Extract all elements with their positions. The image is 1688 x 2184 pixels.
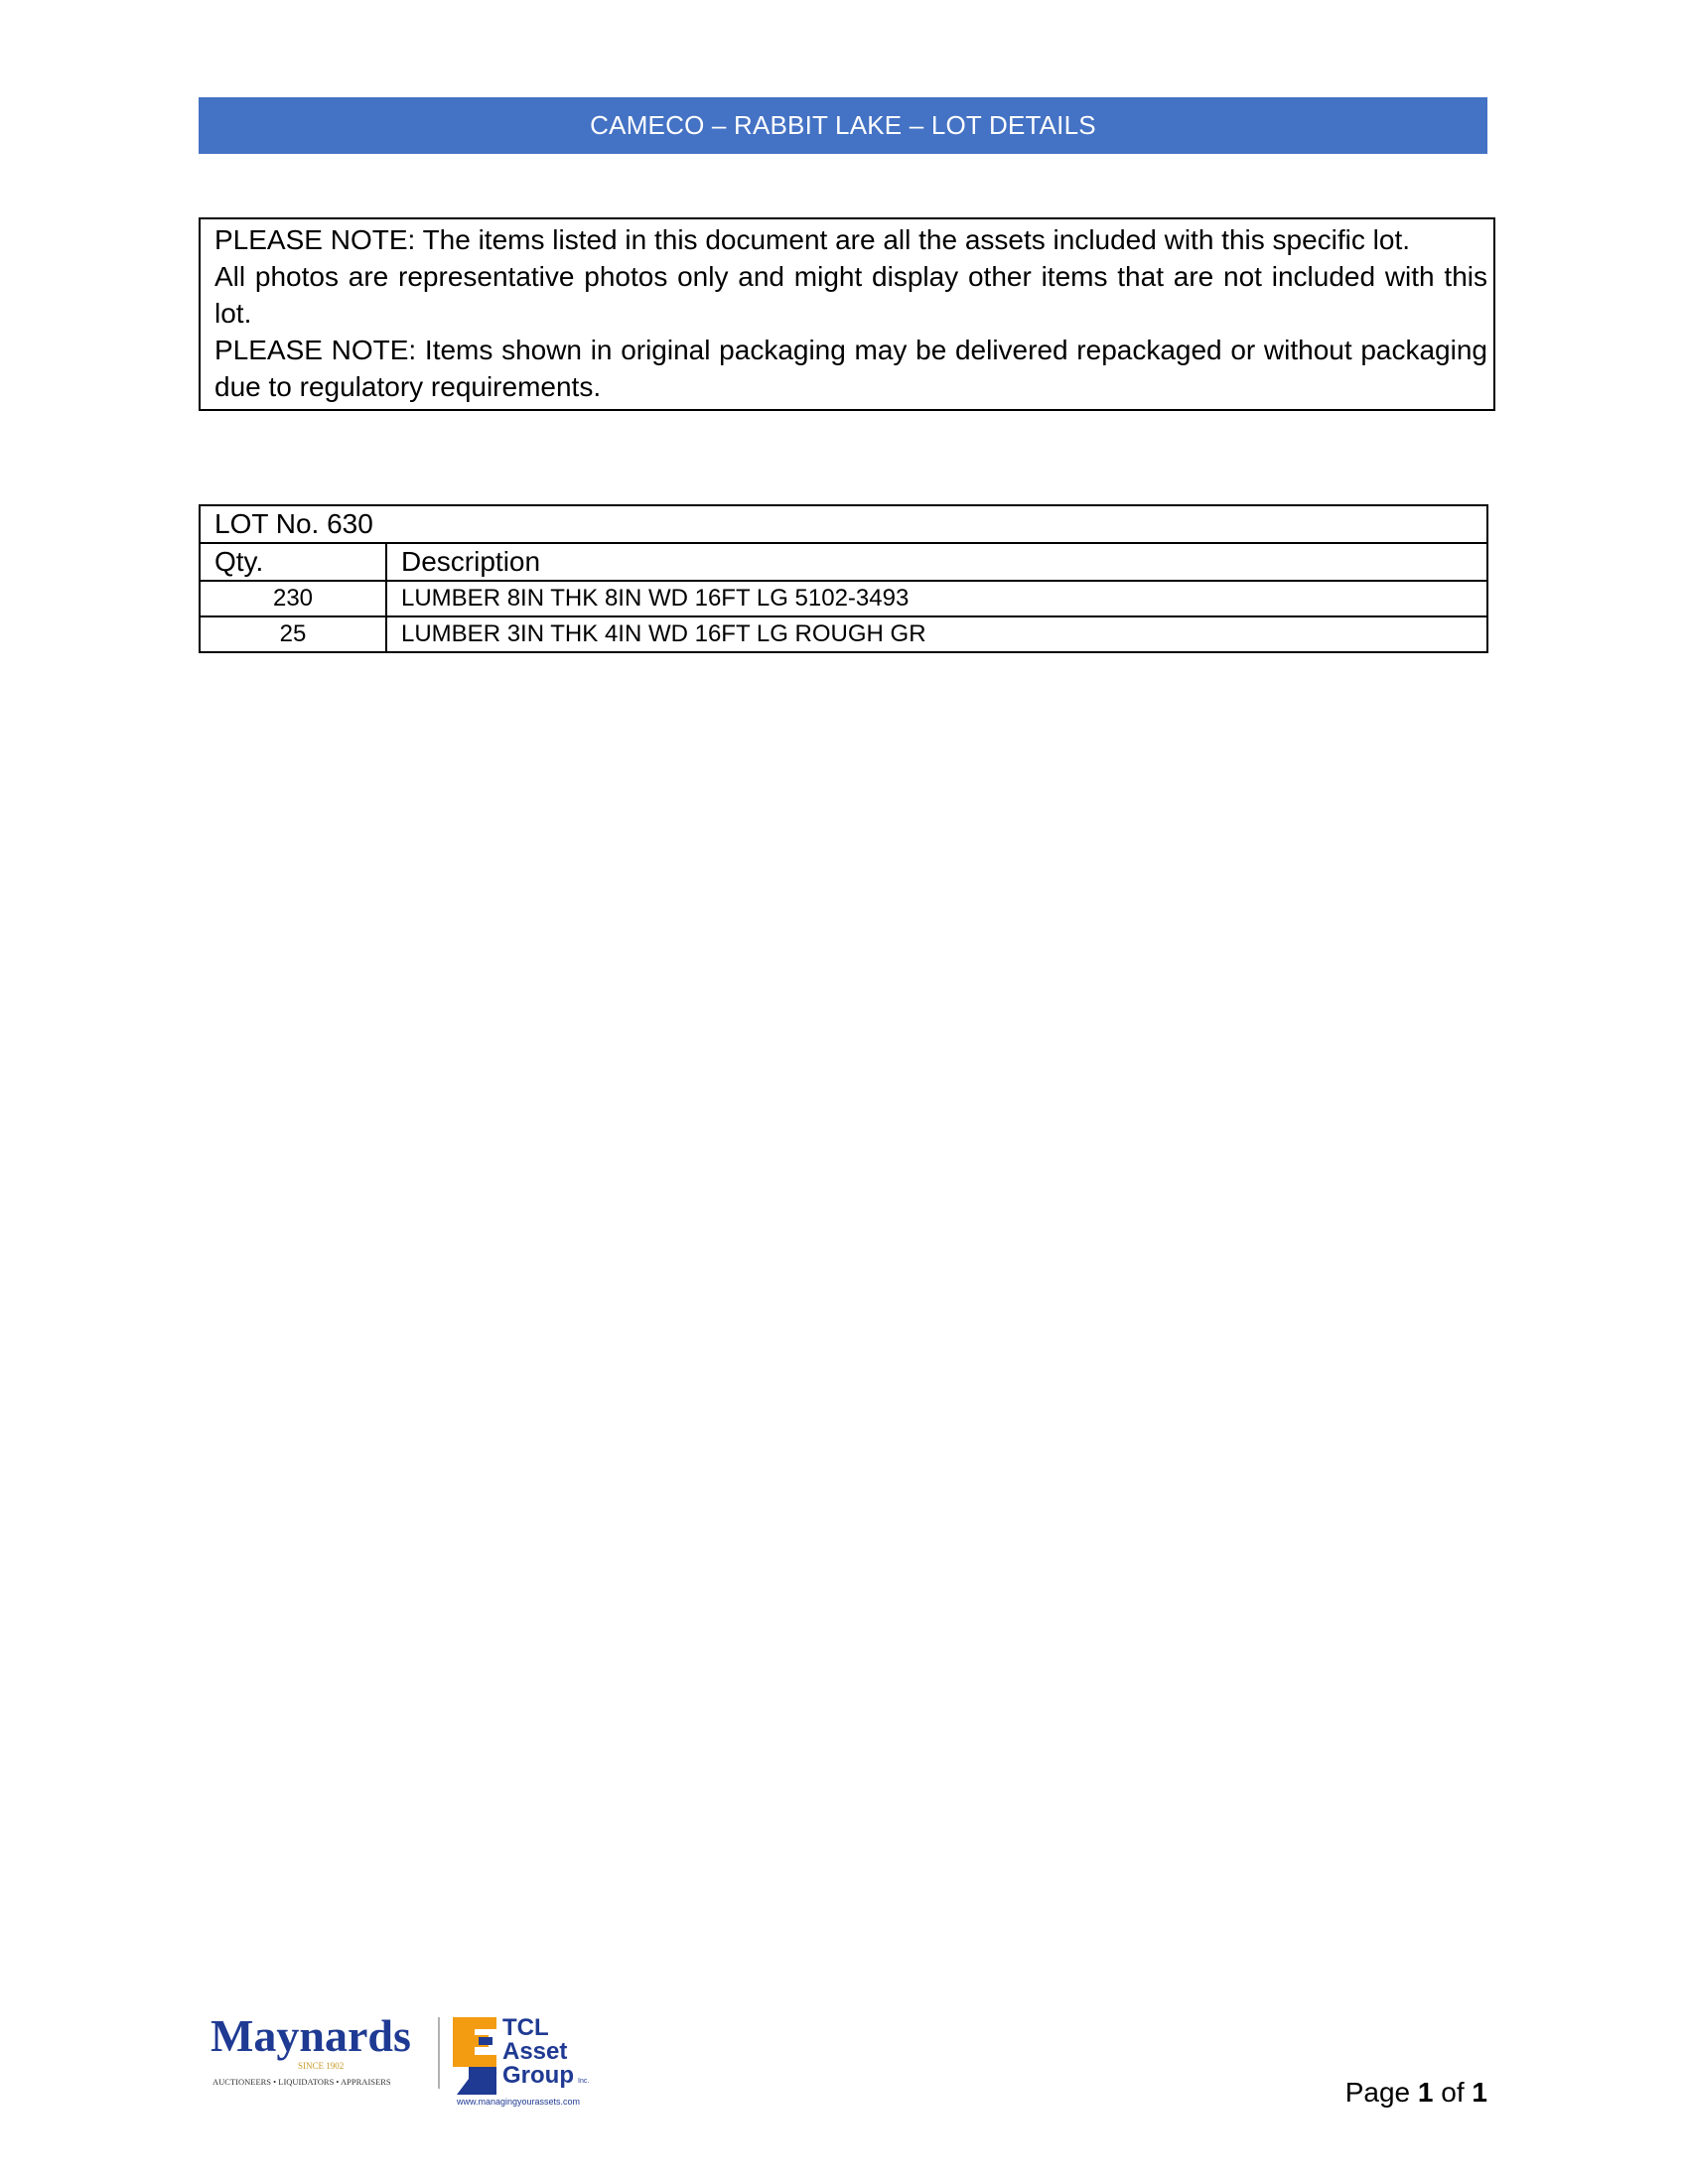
tcl-logo <box>453 2014 589 2107</box>
maynards-since: SINCE 1902 <box>298 2061 345 2071</box>
company-logos <box>209 2005 606 2115</box>
table-header-row <box>200 543 1487 581</box>
notice-line-3: PLEASE NOTE: Items shown in original packaging may be delivered repackaged or without packaging due to regulatory requirements. <box>214 335 1487 402</box>
maynards-wordmark: Maynards <box>211 2010 411 2061</box>
notice-line-1: PLEASE NOTE: The items listed in this document are all the assets included with this specific lot. <box>214 224 1411 255</box>
lot-header-row <box>200 505 1487 543</box>
description-cell: LUMBER 3IN THK 4IN WD 16FT LG ROUGH GR <box>386 616 1487 652</box>
description-column-header: Description <box>386 543 1487 581</box>
qty-cell: 25 <box>200 616 386 652</box>
document-title: CAMECO – RABBIT LAKE – LOT DETAILS <box>590 110 1096 140</box>
maynards-tagline: AUCTIONEERS • LIQUIDATORS • APPRAISERS <box>212 2077 391 2087</box>
maynards-logo <box>211 2010 411 2087</box>
page-prefix: Page <box>1344 2077 1411 2108</box>
tcl-url: www.managingyourassets.com <box>457 2097 581 2107</box>
notice-box <box>199 217 1495 411</box>
page-number <box>1345 2077 1487 2109</box>
document-title-bar <box>199 97 1487 154</box>
page-total: 1 <box>1472 2077 1487 2108</box>
table-row <box>200 581 1487 616</box>
tcl-emblem-icon <box>453 2017 496 2095</box>
page-of: of <box>1441 2077 1465 2108</box>
tcl-line-3: Group <box>502 2062 574 2089</box>
lot-table <box>199 504 1488 653</box>
tcl-suffix: Inc. <box>578 2078 590 2085</box>
description-cell: LUMBER 8IN THK 8IN WD 16FT LG 5102-3493 <box>386 581 1487 616</box>
notice-line-2: All photos are representative photos only and might display other items that are not included with this lot. <box>214 261 1487 329</box>
lot-number: LOT No. 630 <box>200 505 1487 543</box>
footer-logos <box>209 2005 606 2115</box>
page-current: 1 <box>1417 2077 1434 2108</box>
qty-cell: 230 <box>200 581 386 616</box>
qty-column-header: Qty. <box>200 543 386 581</box>
tcl-line-1: TCL <box>502 2014 549 2041</box>
table-row <box>200 616 1487 652</box>
tcl-line-2: Asset <box>502 2038 568 2065</box>
